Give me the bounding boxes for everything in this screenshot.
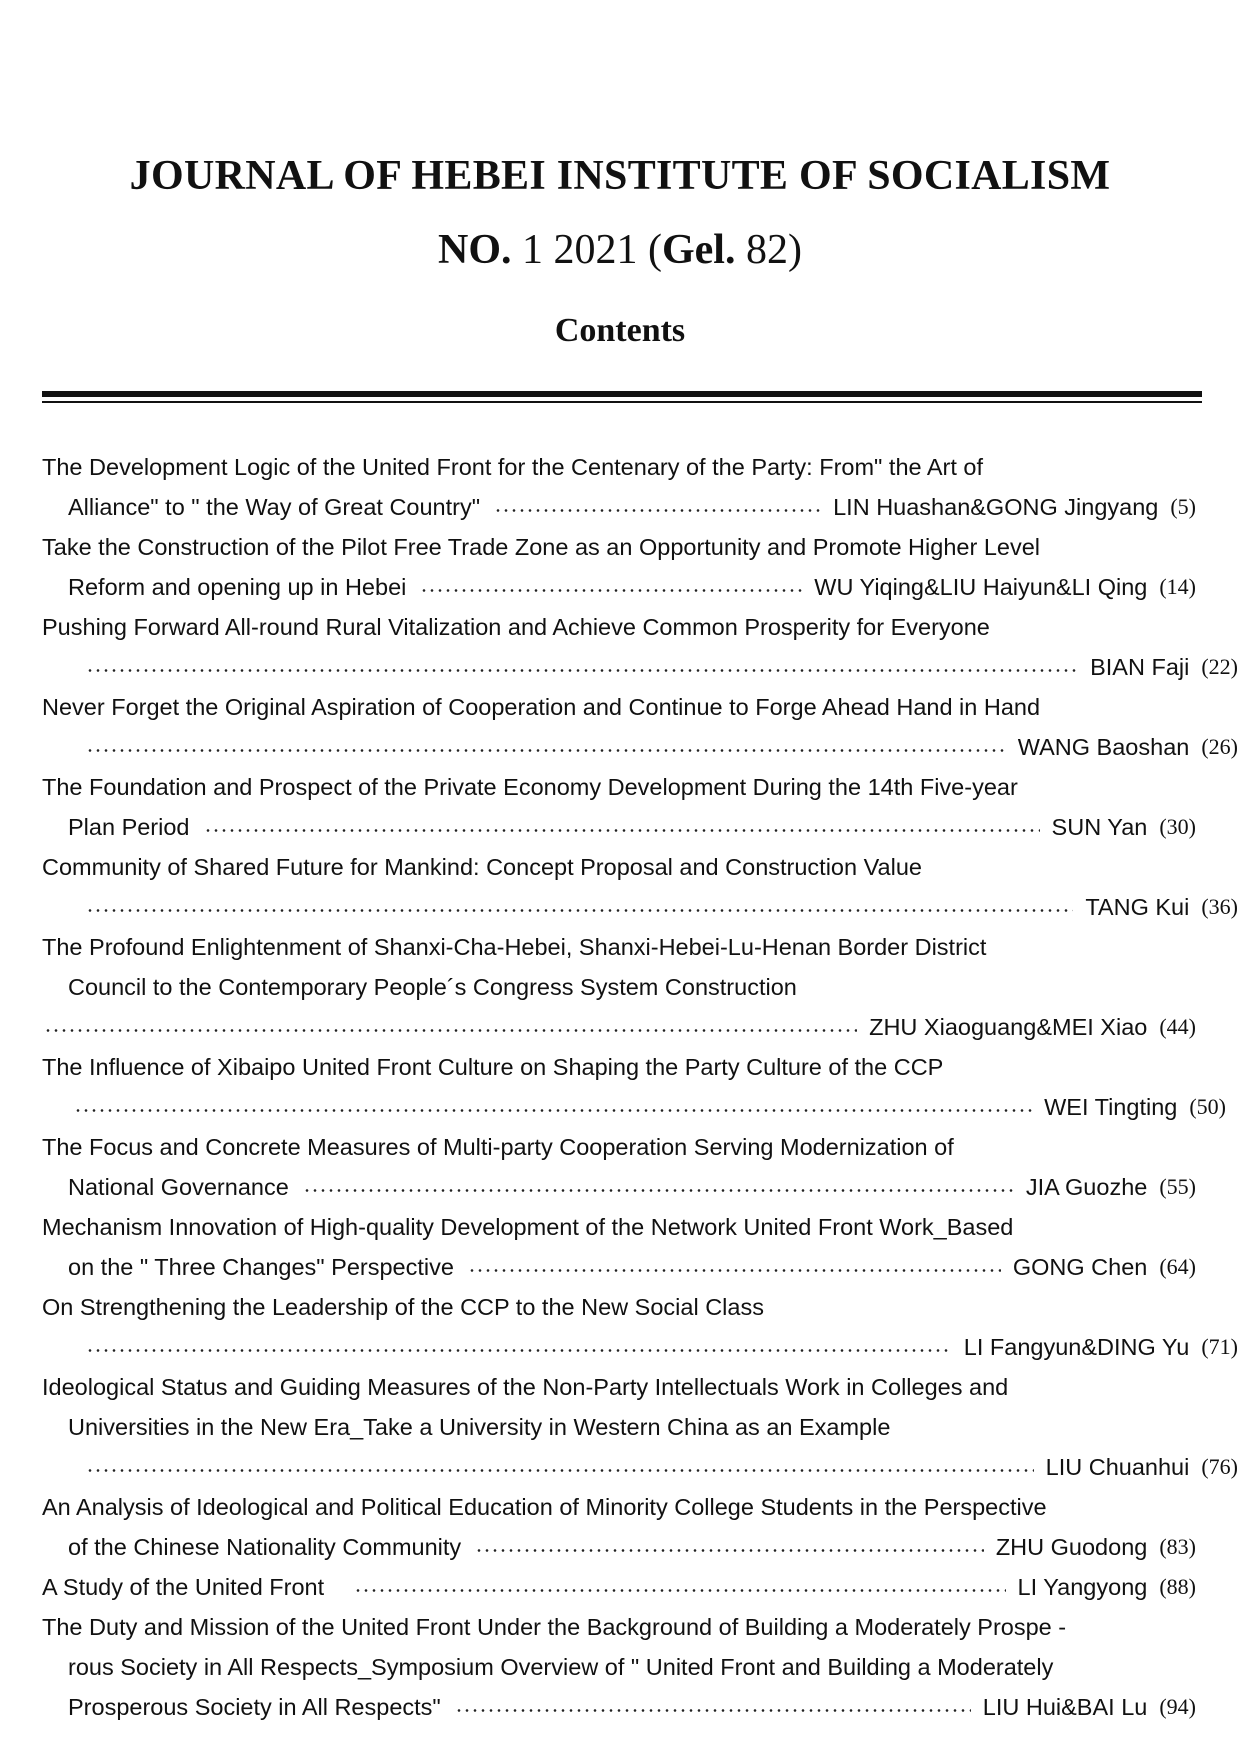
toc-entry-final-line[interactable] [44, 1007, 1196, 1047]
toc-entry-page: (44) [1159, 1014, 1196, 1039]
toc-entry-page: (83) [1159, 1534, 1196, 1559]
toc-entry-author: GONG Chen [1012, 1254, 1148, 1280]
toc-entry-page: (76) [1201, 1454, 1238, 1479]
dot-leader [455, 1709, 971, 1712]
toc-entry-final-line[interactable] [44, 1327, 1238, 1367]
toc-entry-title-line[interactable]: The Duty and Mission of the United Front Under the Background of Building a Moderately Prospe - [42, 1614, 1067, 1640]
toc-entry-author: LI Yangyong [1017, 1574, 1148, 1600]
dot-leader [86, 909, 1073, 912]
toc-entry-author: LIU Hui&BAI Lu [982, 1694, 1148, 1720]
dot-leader [354, 1589, 1005, 1592]
toc-entry-page: (64) [1159, 1254, 1196, 1279]
dot-leader [468, 1269, 1001, 1272]
toc-entry-title-line[interactable]: The Influence of Xibaipo United Front Culture on Shaping the Party Culture of the CCP [42, 1054, 944, 1080]
toc-entry-final-line[interactable] [44, 807, 1196, 847]
toc-entry-page: (36) [1201, 894, 1238, 919]
toc-entry-title-line[interactable]: Universities in the New Era_Take a University in Western China as an Example [68, 1414, 891, 1440]
toc-entry-final-line[interactable] [44, 1527, 1196, 1567]
toc-entry-final-line[interactable] [44, 1447, 1238, 1487]
toc-entry-final-line[interactable] [44, 647, 1238, 687]
toc-entry-page: (55) [1159, 1174, 1196, 1199]
volume-number: 82) [735, 227, 802, 273]
dot-leader [86, 1349, 952, 1352]
toc-entry-page: (94) [1159, 1694, 1196, 1719]
toc-entry-page: (14) [1159, 574, 1196, 599]
toc-entry-final-line[interactable] [44, 567, 1196, 607]
toc-entry-author: TANG Kui [1085, 894, 1190, 920]
toc-entry-title-line[interactable]: The Profound Enlightenment of Shanxi-Cha-Hebei, Shanxi-Hebei-Lu-Henan Border District [42, 934, 987, 960]
toc-entry-final-line[interactable] [44, 1247, 1196, 1287]
toc-entry-page: (71) [1201, 1334, 1238, 1359]
toc-entry-page: (26) [1201, 734, 1238, 759]
dot-leader [420, 589, 802, 592]
dot-leader [86, 669, 1078, 672]
toc-entry-author: WEI Tingting [1044, 1094, 1178, 1120]
toc-entry-title-line[interactable]: Take the Construction of the Pilot Free Trade Zone as an Opportunity and Promote Higher Level [42, 534, 1040, 560]
header-rule-thick [42, 391, 1202, 397]
toc-entry-title-line: Alliance" to " the Way of Great Country" [68, 494, 481, 520]
toc-entry-final-line[interactable] [44, 1687, 1196, 1727]
toc-entry-title-line: National Governance [68, 1174, 289, 1200]
toc-list [0, 447, 1240, 1727]
issue-line [0, 226, 1240, 274]
contents-heading: Contents [554, 312, 686, 349]
toc-entry-author: BIAN Faji [1090, 654, 1190, 680]
toc-entry-title-line[interactable]: Council to the Contemporary People´s Congress System Construction [68, 974, 797, 1000]
toc-entry-author: SUN Yan [1051, 814, 1148, 840]
dot-leader [44, 1029, 857, 1032]
issue-number: 1 2021 ( [511, 227, 662, 273]
toc-entry-title-line[interactable]: An Analysis of Ideological and Political Education of Minority College Students in the Perspective [42, 1494, 1047, 1520]
toc-entry-title-line: Prosperous Society in All Respects" [68, 1694, 441, 1720]
dot-leader [494, 509, 821, 512]
dot-leader [86, 1469, 1034, 1472]
toc-entry-title-line[interactable]: rous Society in All Respects_Symposium Overview of " United Front and Building a Moderately [68, 1654, 1054, 1680]
toc-entry-author: LIN Huashan&GONG Jingyang [833, 494, 1159, 520]
toc-entry-title-line[interactable]: Mechanism Innovation of High-quality Development of the Network United Front Work_Based [42, 1214, 1014, 1240]
toc-entry-page: (30) [1159, 814, 1196, 839]
toc-entry-final-line[interactable] [44, 727, 1238, 767]
toc-entry-author: WANG Baoshan [1017, 734, 1190, 760]
dot-leader [86, 749, 1006, 752]
toc-entry-page: (88) [1159, 1574, 1196, 1599]
toc-entry-title-line[interactable]: Community of Shared Future for Mankind: Concept Proposal and Construction Value [42, 854, 922, 880]
toc-entry-author: JIA Guozhe [1025, 1174, 1148, 1200]
toc-entry-page: (50) [1189, 1094, 1226, 1119]
dot-leader [303, 1189, 1014, 1192]
toc-entry-page: (5) [1170, 494, 1196, 519]
journal-title: JOURNAL OF HEBEI INSTITUTE OF SOCIALISM [129, 153, 1111, 199]
toc-entry-author: LIU Chuanhui [1045, 1454, 1190, 1480]
toc-entry-author: ZHU Guodong [995, 1534, 1148, 1560]
toc-entry-title-line: A Study of the United Front [42, 1574, 325, 1600]
toc-entry-author: ZHU Xiaoguang&MEI Xiao [869, 1014, 1148, 1040]
toc-entry-final-line[interactable] [42, 1567, 1196, 1607]
dot-leader [204, 829, 1040, 832]
volume-label: Gel. [662, 227, 736, 273]
dot-leader [475, 1549, 984, 1552]
toc-entry-title-line[interactable]: Pushing Forward All-round Rural Vitalization and Achieve Common Prosperity for Everyone [42, 614, 990, 640]
toc-entry-final-line[interactable] [44, 1087, 1226, 1127]
toc-entry-title-line: on the " Three Changes" Perspective [68, 1254, 454, 1280]
issue-no-label: NO. [438, 227, 512, 273]
toc-entry-final-line[interactable] [44, 1167, 1196, 1207]
toc-entry-author: LI Fangyun&DING Yu [963, 1334, 1190, 1360]
toc-entry-title-line[interactable]: Never Forget the Original Aspiration of Cooperation and Continue to Forge Ahead Hand in Hand [42, 694, 1041, 720]
toc-entry-author: WU Yiqing&LIU Haiyun&LI Qing [814, 574, 1148, 600]
toc-entry-title-line: Plan Period [68, 814, 190, 840]
dot-leader [74, 1109, 1032, 1112]
toc-entry-title-line[interactable]: The Foundation and Prospect of the Private Economy Development During the 14th Five-year [42, 774, 1018, 800]
toc-entry-title-line[interactable]: Ideological Status and Guiding Measures of the Non-Party Intellectuals Work in Colleges and [42, 1374, 1009, 1400]
toc-entry-title-line[interactable]: On Strengthening the Leadership of the CCP to the New Social Class [42, 1294, 764, 1320]
toc-entry-final-line[interactable] [44, 887, 1238, 927]
toc-entry-title-line: of the Chinese Nationality Community [68, 1534, 462, 1560]
toc-entry-title-line[interactable]: The Focus and Concrete Measures of Multi-party Cooperation Serving Modernization of [42, 1134, 954, 1160]
toc-entry-page: (22) [1201, 654, 1238, 679]
toc-entry-final-line[interactable] [44, 487, 1196, 527]
toc-entry-title-line[interactable]: The Development Logic of the United Front for the Centenary of the Party: From" the Art of [42, 454, 983, 480]
header-rule-thin [42, 401, 1202, 403]
toc-entry-title-line: Reform and opening up in Hebei [68, 574, 407, 600]
